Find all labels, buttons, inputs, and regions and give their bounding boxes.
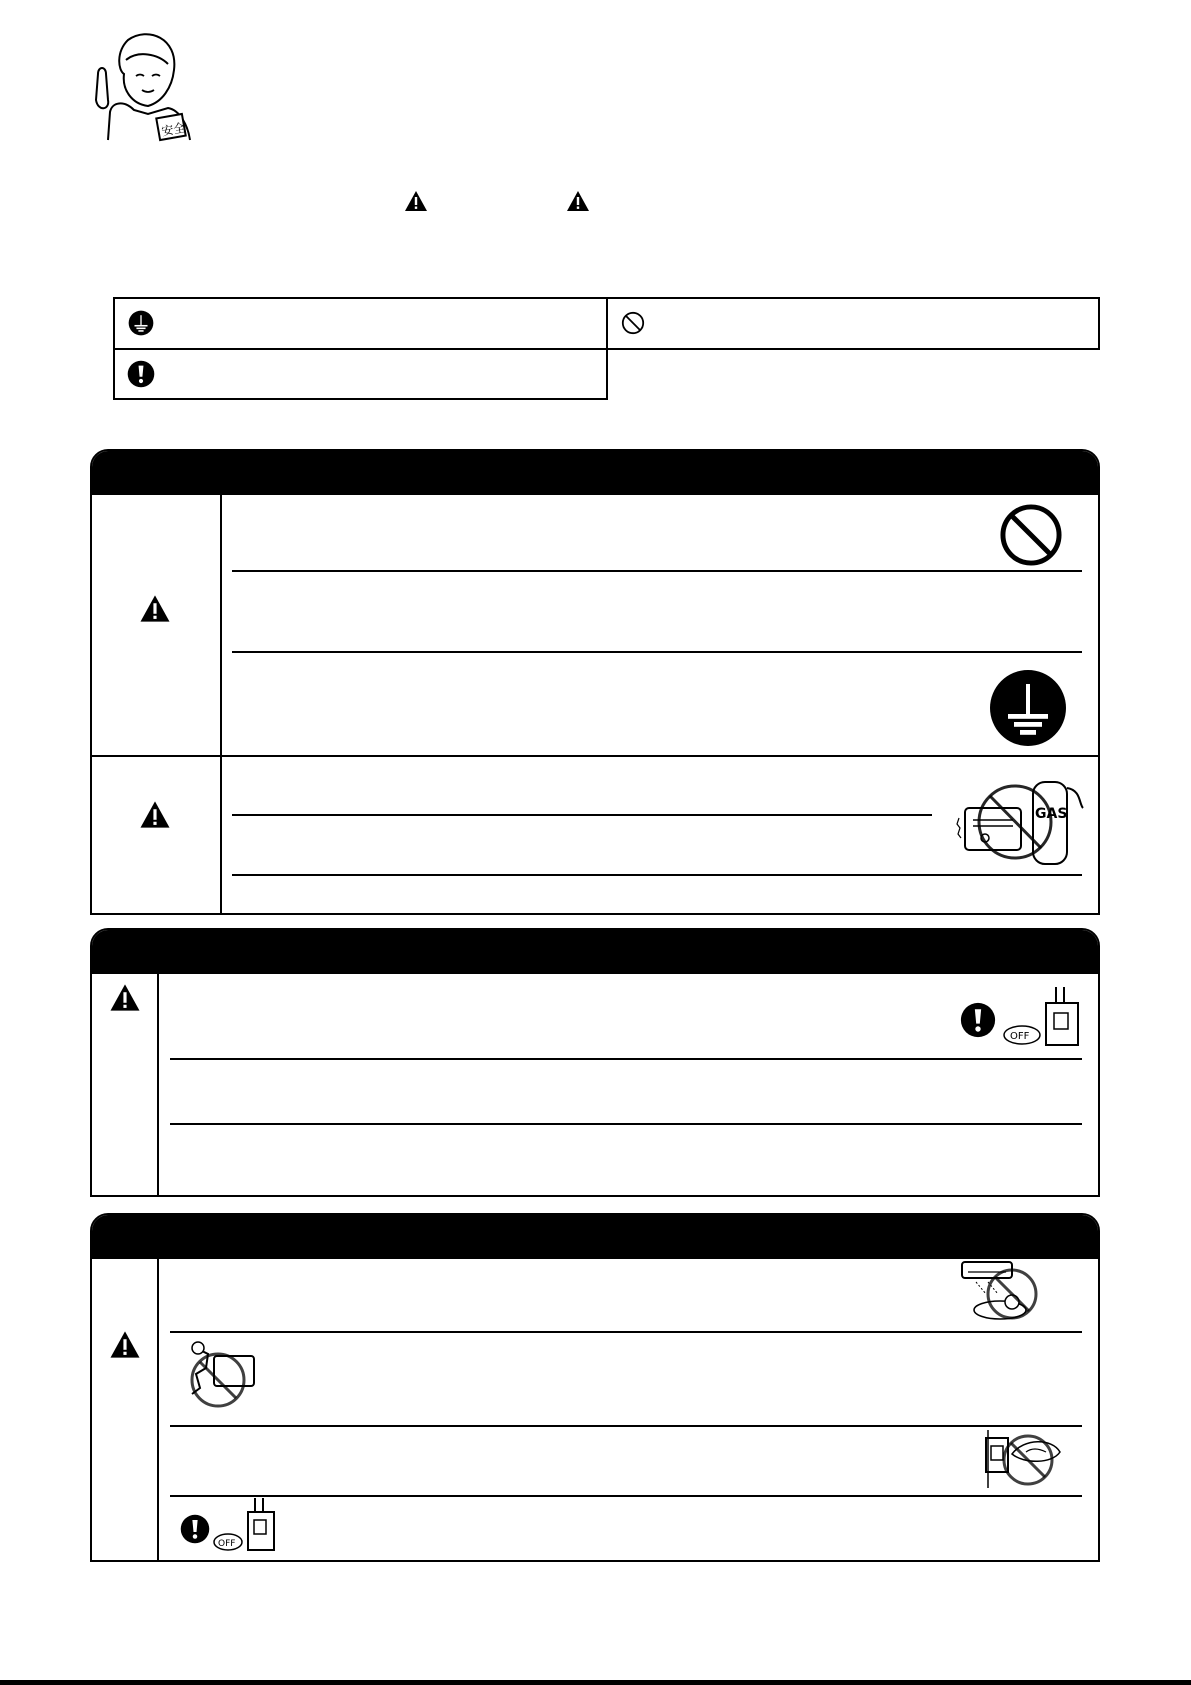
warning-triangle-icon (109, 1330, 141, 1359)
footer-rule (0, 1680, 1191, 1685)
warning-triangle-icon (109, 983, 141, 1012)
warning-triangle-icon (139, 800, 171, 829)
mandatory-icon (180, 1514, 210, 1544)
warning-triangle-icon (404, 190, 428, 212)
breaker-off-illustration (1000, 985, 1082, 1049)
no-wet-plug-illustration (978, 1428, 1064, 1494)
section-2-panel (90, 928, 1100, 1197)
section-3-heading (92, 1215, 1098, 1259)
section-1-heading (92, 451, 1098, 495)
ground-icon (128, 310, 154, 336)
mandatory-icon (127, 360, 155, 388)
no-gas-near-unit-illustration (955, 768, 1085, 868)
gas-label: GAS (1035, 806, 1068, 822)
section-2-heading (92, 930, 1098, 974)
no-sleeping-in-airflow-illustration (958, 1258, 1040, 1328)
warning-triangle-icon (139, 594, 171, 623)
off-label: OFF (218, 1539, 236, 1549)
no-climbing-on-unit-illustration (176, 1340, 260, 1416)
prohibited-icon (998, 502, 1064, 568)
mascot-card-text: 安全 (160, 120, 187, 139)
header-illustration (88, 30, 198, 148)
caution-triangle-icon (566, 190, 590, 212)
breaker-off-illustration (212, 1496, 280, 1554)
mandatory-icon (960, 1002, 996, 1038)
ground-icon (988, 668, 1068, 748)
legend-table-lower-cell (113, 348, 608, 400)
off-label: OFF (1010, 1031, 1030, 1042)
section-1-panel (90, 449, 1100, 915)
prohibited-icon (621, 311, 645, 335)
